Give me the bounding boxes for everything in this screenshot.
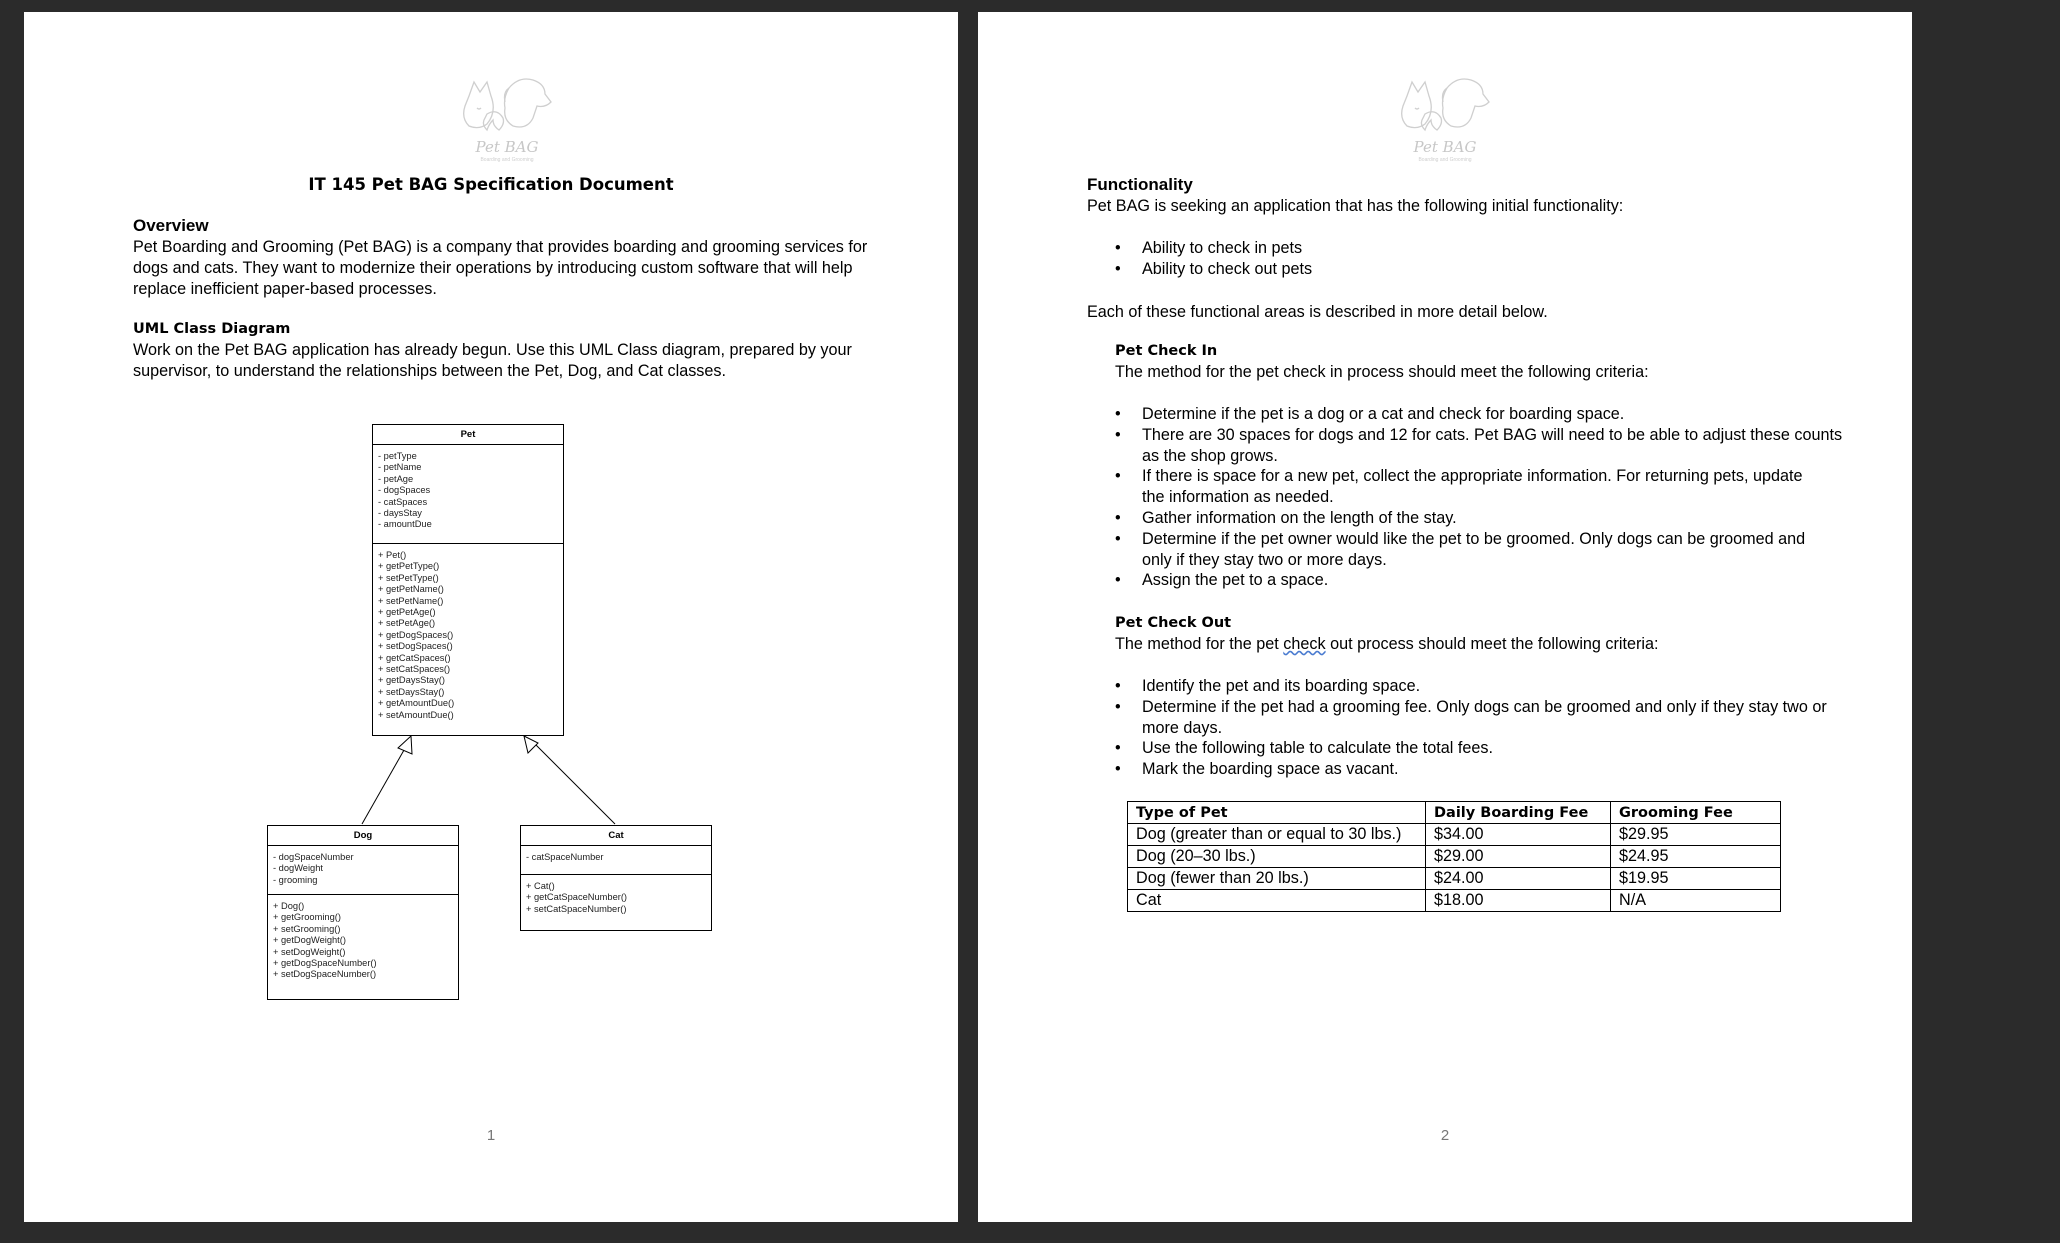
- check-out-heading: Pet Check Out: [1115, 615, 1232, 631]
- uml-attribute: - dogWeight: [273, 863, 323, 874]
- uml-method: + Pet(): [378, 550, 407, 560]
- uml-method: + setDogWeight(): [273, 946, 346, 957]
- table-cell: $18.00: [1426, 890, 1611, 912]
- overview-line: Pet Boarding and Grooming (Pet BAG) is a company that provides boarding and grooming services for: [133, 238, 868, 256]
- uml-paragraph-line: Work on the Pet BAG application has already begun. Use this UML Class diagram, prepared by your: [133, 341, 852, 359]
- list-item: • Assign the pet to a space.: [1115, 570, 1842, 591]
- uml-method: + setCatSpaceNumber(): [526, 903, 627, 914]
- functionality-intro: Pet BAG is seeking an application that has the following initial functionality:: [1087, 197, 1624, 215]
- uml-method: + setAmountDue(): [378, 709, 454, 720]
- uml-paragraph-line: supervisor, to understand the relationships between the Pet, Dog, and Cat classes.: [133, 361, 726, 380]
- logo-name: Pet BAG: [1413, 138, 1477, 156]
- described-text: Each of these functional areas is described in more detail below.: [1087, 303, 1548, 321]
- uml-methods: [373, 543, 563, 727]
- page-number: 1: [486, 1127, 496, 1144]
- uml-methods: [521, 874, 711, 921]
- table-row: [1128, 824, 1781, 846]
- uml-method: + setDaysStay(): [378, 686, 445, 697]
- uml-method: + setGrooming(): [273, 923, 341, 934]
- uml-methods: [268, 894, 458, 987]
- list-item: • Determine if the pet owner would like the pet to be groomed. Only dogs can be groomed and only if they stay two or more days.: [1115, 529, 1842, 571]
- table-row: [1128, 890, 1781, 912]
- uml-attributes: [521, 846, 711, 874]
- uml-method: + getCatSpaces(): [378, 652, 451, 663]
- uml-class-pet: [372, 424, 564, 736]
- list-item: • If there is space for a new pet, collect the appropriate information. For returning pets, update the information as needed.: [1115, 466, 1842, 508]
- uml-method: + getDaysStay(): [378, 675, 445, 686]
- list-item: • There are 30 spaces for dogs and 12 for cats. Pet BAG will need to be able to adjust these counts as the shop grows.: [1115, 425, 1842, 467]
- list-item: • Determine if the pet is a dog or a cat and check for boarding space.: [1115, 404, 1842, 425]
- uml-method: + getDogSpaceNumber(): [273, 958, 377, 969]
- table-cell: $34.00: [1426, 824, 1611, 846]
- uml-attributes: [268, 846, 458, 894]
- list-item: • Mark the boarding space as vacant.: [1115, 759, 1827, 780]
- uml-method: + setDogSpaceNumber(): [273, 969, 377, 980]
- table-cell: Dog (fewer than 20 lbs.): [1128, 868, 1426, 890]
- logo-tagline: Boarding and Grooming: [1418, 157, 1472, 163]
- uml-class-name: Pet: [373, 425, 563, 445]
- column-header: Grooming Fee: [1611, 802, 1781, 824]
- uml-method: + getPetAge(): [378, 607, 436, 618]
- uml-attribute: - dogSpaceNumber: [273, 852, 354, 862]
- table-row: [1128, 846, 1781, 868]
- overview-line: dogs and cats. They want to modernize their operations by introducing custom software that will help: [133, 258, 853, 277]
- uml-method: + getDogSpaces(): [378, 629, 454, 640]
- table-cell: $24.95: [1611, 846, 1781, 868]
- overview-line: replace inefficient paper-based processes.: [133, 279, 437, 298]
- uml-heading: UML Class Diagram: [133, 321, 291, 337]
- uml-attribute: - catSpaces: [378, 496, 428, 507]
- list-item: • Gather information on the length of the stay.: [1115, 508, 1842, 529]
- uml-method: + Dog(): [273, 901, 305, 911]
- table-cell: N/A: [1611, 890, 1781, 912]
- uml-method: + getAmountDue(): [378, 698, 455, 709]
- check-out-criteria-list: [1115, 676, 1827, 780]
- functionality-list: [1115, 238, 1312, 280]
- uml-class-cat: [520, 825, 712, 931]
- table-row: [1128, 868, 1781, 890]
- uml-method: + setDogSpaces(): [378, 641, 453, 652]
- list-item: • Determine if the pet had a grooming fee. Only dogs can be groomed and only if they stay two or more days.: [1115, 697, 1827, 739]
- functionality-heading: Functionality: [1087, 175, 1193, 194]
- uml-attribute: - grooming: [273, 874, 318, 885]
- uml-method: + setPetType(): [378, 572, 439, 583]
- list-item: • Ability to check in pets: [1115, 238, 1312, 259]
- table-cell: $29.00: [1426, 846, 1611, 868]
- uml-attribute: - petType: [378, 451, 417, 461]
- document-page-2: [978, 12, 1912, 1222]
- uml-attributes: [373, 445, 563, 543]
- document-page-1: [24, 12, 958, 1222]
- uml-method: + setPetAge(): [378, 618, 436, 629]
- pet-bag-logo: [1385, 68, 1505, 168]
- uml-method: + getGrooming(): [273, 912, 341, 923]
- check-in-heading: Pet Check In: [1115, 343, 1218, 359]
- overview-heading: Overview: [133, 216, 209, 235]
- uml-attribute: - petAge: [378, 473, 414, 484]
- fee-table: [1127, 801, 1781, 912]
- uml-method: + setPetName(): [378, 595, 444, 606]
- uml-attribute: - dogSpaces: [378, 485, 431, 496]
- table-cell: Cat: [1128, 890, 1426, 912]
- column-header: Daily Boarding Fee: [1426, 802, 1611, 824]
- document-title: IT 145 Pet BAG Specification Document: [308, 175, 674, 194]
- logo-name: Pet BAG: [475, 138, 539, 156]
- check-in-intro: The method for the pet check in process should meet the following criteria:: [1115, 363, 1649, 381]
- list-item: • Ability to check out pets: [1115, 259, 1312, 280]
- table-cell: Dog (20–30 lbs.): [1128, 846, 1426, 868]
- uml-class-name: Dog: [268, 826, 458, 846]
- list-item: • Use the following table to calculate the total fees.: [1115, 738, 1827, 759]
- check-in-criteria-list: [1115, 404, 1842, 591]
- table-cell: $29.95: [1611, 824, 1781, 846]
- uml-attribute: - catSpaceNumber: [526, 852, 604, 862]
- table-header-row: [1128, 802, 1781, 824]
- uml-attribute: - petName: [378, 462, 422, 473]
- uml-method: + getPetType(): [378, 561, 440, 572]
- uml-attribute: - amountDue: [378, 519, 432, 530]
- uml-method: + getCatSpaceNumber(): [526, 892, 628, 903]
- check-out-intro: The method for the pet check out process should meet the following criteria:: [1115, 635, 1659, 653]
- uml-method: + Cat(): [526, 881, 555, 891]
- uml-attribute: - daysStay: [378, 508, 422, 519]
- uml-method: + setCatSpaces(): [378, 664, 451, 675]
- table-cell: Dog (greater than or equal to 30 lbs.): [1128, 824, 1426, 846]
- uml-class-dog: [267, 825, 459, 1000]
- uml-method: + getDogWeight(): [273, 935, 346, 946]
- page-number: 2: [1440, 1127, 1450, 1144]
- column-header: Type of Pet: [1128, 802, 1426, 824]
- table-cell: $19.95: [1611, 868, 1781, 890]
- uml-method: + getPetName(): [378, 584, 444, 595]
- spell-flagged-word[interactable]: check: [1283, 635, 1326, 653]
- list-item: • Identify the pet and its boarding space.: [1115, 676, 1827, 697]
- uml-class-name: Cat: [521, 826, 711, 846]
- logo-tagline: Boarding and Grooming: [480, 157, 534, 163]
- table-cell: $24.00: [1426, 868, 1611, 890]
